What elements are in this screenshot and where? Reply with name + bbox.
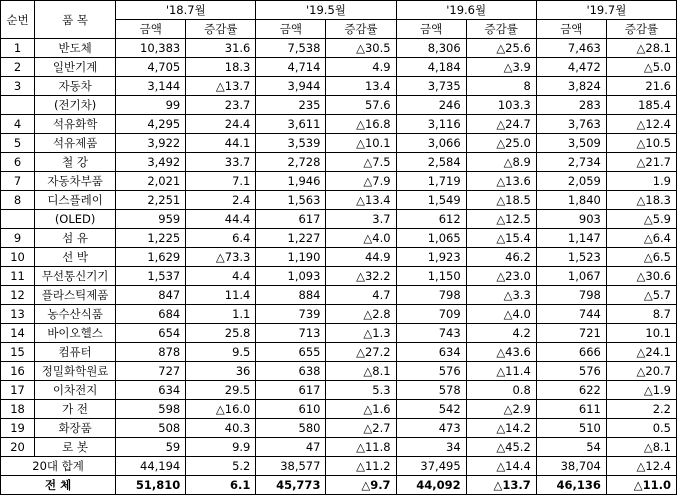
rate-cell: 40.3 (186, 419, 256, 438)
amount-cell: 99 (116, 96, 186, 115)
amount-cell: 1,093 (256, 267, 326, 286)
rate-cell: △21.7 (606, 153, 676, 172)
amount-cell: 1,067 (536, 267, 606, 286)
amount-cell: 878 (116, 343, 186, 362)
table-row (1, 267, 677, 286)
amount-cell: 2,251 (116, 191, 186, 210)
header-amount: 금액 (396, 20, 466, 39)
amount-cell: 798 (396, 286, 466, 305)
rate-cell: △16.0 (186, 400, 256, 419)
rate-cell: △4.0 (326, 229, 396, 248)
amount-cell: 3,144 (116, 77, 186, 96)
amount-cell: 743 (396, 324, 466, 343)
rate-cell: 11.4 (186, 286, 256, 305)
rate-cell: △7.9 (326, 172, 396, 191)
amount-cell: 283 (536, 96, 606, 115)
amount-cell: 3,509 (536, 134, 606, 153)
rate-cell: 5.3 (326, 381, 396, 400)
header-item: 품 목 (35, 1, 116, 39)
table-row (1, 77, 677, 96)
rate-cell: 10.1 (606, 324, 676, 343)
amount-cell: 713 (256, 324, 326, 343)
amount-cell: 721 (536, 324, 606, 343)
amount-cell: 1,946 (256, 172, 326, 191)
amount-cell: 1,147 (536, 229, 606, 248)
amount-cell: 45,773 (256, 476, 326, 495)
rate-cell: △2.7 (326, 419, 396, 438)
amount-cell: 3,922 (116, 134, 186, 153)
rate-cell: 4.2 (466, 324, 536, 343)
rate-cell: 0.8 (466, 381, 536, 400)
rate-cell: △25.0 (466, 134, 536, 153)
rate-cell: 36 (186, 362, 256, 381)
rate-cell: 9.5 (186, 343, 256, 362)
rate-cell: △6.5 (606, 248, 676, 267)
rate-cell: 24.4 (186, 115, 256, 134)
amount-cell: 8,306 (396, 39, 466, 58)
row-item: 디스플레이 (35, 191, 116, 210)
header-period: '18.7월 (116, 1, 256, 20)
amount-cell: 246 (396, 96, 466, 115)
rate-cell: △7.5 (326, 153, 396, 172)
total-row (1, 476, 677, 495)
rate-cell: △24.7 (466, 115, 536, 134)
rate-cell: △10.5 (606, 134, 676, 153)
row-item: 정밀화학원료 (35, 362, 116, 381)
rate-cell: △2.9 (466, 400, 536, 419)
amount-cell: 7,538 (256, 39, 326, 58)
rate-cell: 23.7 (186, 96, 256, 115)
header-amount: 금액 (256, 20, 326, 39)
row-number: 15 (1, 343, 35, 362)
table-row (1, 134, 677, 153)
amount-cell: 38,704 (536, 457, 606, 476)
row-item: 자동차부품 (35, 172, 116, 191)
rate-cell: △13.4 (326, 191, 396, 210)
amount-cell: 47 (256, 438, 326, 457)
rate-cell: △15.4 (466, 229, 536, 248)
amount-cell: 1,719 (396, 172, 466, 191)
rate-cell: △6.4 (606, 229, 676, 248)
rate-cell: △30.6 (606, 267, 676, 286)
amount-cell: 3,763 (536, 115, 606, 134)
rate-cell: △3.3 (466, 286, 536, 305)
rate-cell: △18.3 (606, 191, 676, 210)
amount-cell: 51,810 (116, 476, 186, 495)
amount-cell: 542 (396, 400, 466, 419)
amount-cell: 2,584 (396, 153, 466, 172)
rate-cell: △12.5 (466, 210, 536, 229)
rate-cell: 103.3 (466, 96, 536, 115)
rate-cell: △23.0 (466, 267, 536, 286)
row-number: 8 (1, 191, 35, 210)
amount-cell: 709 (396, 305, 466, 324)
amount-cell: 903 (536, 210, 606, 229)
rate-cell: △28.1 (606, 39, 676, 58)
table-row (1, 248, 677, 267)
amount-cell: 3,611 (256, 115, 326, 134)
row-number: 19 (1, 419, 35, 438)
amount-cell: 684 (116, 305, 186, 324)
row-number: 4 (1, 115, 35, 134)
rate-cell: 2.2 (606, 400, 676, 419)
amount-cell: 959 (116, 210, 186, 229)
amount-cell: 7,463 (536, 39, 606, 58)
amount-cell: 739 (256, 305, 326, 324)
table-row (1, 115, 677, 134)
row-number: 11 (1, 267, 35, 286)
rate-cell: 21.6 (606, 77, 676, 96)
amount-cell: 235 (256, 96, 326, 115)
amount-cell: 4,295 (116, 115, 186, 134)
rate-cell: △1.3 (326, 324, 396, 343)
amount-cell: 1,190 (256, 248, 326, 267)
amount-cell: 3,539 (256, 134, 326, 153)
amount-cell: 2,059 (536, 172, 606, 191)
amount-cell: 1,549 (396, 191, 466, 210)
sum-label: 20대 합계 (1, 457, 116, 476)
table-row (1, 324, 677, 343)
row-number: 5 (1, 134, 35, 153)
table-row (1, 362, 677, 381)
row-item: 철 강 (35, 153, 116, 172)
row-item: (전기차) (35, 96, 116, 115)
rate-cell: △24.1 (606, 343, 676, 362)
amount-cell: 612 (396, 210, 466, 229)
row-item: (OLED) (35, 210, 116, 229)
amount-cell: 46,136 (536, 476, 606, 495)
row-number: 9 (1, 229, 35, 248)
amount-cell: 1,923 (396, 248, 466, 267)
rate-cell: 7.1 (186, 172, 256, 191)
rate-cell: △5.9 (606, 210, 676, 229)
amount-cell: 54 (536, 438, 606, 457)
amount-cell: 2,734 (536, 153, 606, 172)
rate-cell: 4.4 (186, 267, 256, 286)
amount-cell: 576 (536, 362, 606, 381)
rate-cell: 18.3 (186, 58, 256, 77)
amount-cell: 510 (536, 419, 606, 438)
amount-cell: 37,495 (396, 457, 466, 476)
amount-cell: 3,066 (396, 134, 466, 153)
rate-cell: 3.7 (326, 210, 396, 229)
rate-cell: △8.1 (326, 362, 396, 381)
rate-cell: △20.7 (606, 362, 676, 381)
row-number: 10 (1, 248, 35, 267)
rate-cell: 57.6 (326, 96, 396, 115)
rate-cell: △13.7 (186, 77, 256, 96)
rate-cell: △18.5 (466, 191, 536, 210)
rate-cell: 4.9 (326, 58, 396, 77)
rate-cell: △14.4 (466, 457, 536, 476)
amount-cell: 4,705 (116, 58, 186, 77)
amount-cell: 622 (536, 381, 606, 400)
table-row (1, 191, 677, 210)
rate-cell: 2.4 (186, 191, 256, 210)
table-row (1, 400, 677, 419)
amount-cell: 617 (256, 210, 326, 229)
rate-cell: 46.2 (466, 248, 536, 267)
amount-cell: 2,728 (256, 153, 326, 172)
row-item: 자동차 (35, 77, 116, 96)
rate-cell: △45.2 (466, 438, 536, 457)
rate-cell: △11.4 (466, 362, 536, 381)
amount-cell: 1,629 (116, 248, 186, 267)
rate-cell: △10.1 (326, 134, 396, 153)
row-item: 농수산식품 (35, 305, 116, 324)
amount-cell: 44,194 (116, 457, 186, 476)
rate-cell: 8.7 (606, 305, 676, 324)
rate-cell: 8 (466, 77, 536, 96)
amount-cell: 598 (116, 400, 186, 419)
table-row (1, 343, 677, 362)
rate-cell: 6.4 (186, 229, 256, 248)
table-row (1, 305, 677, 324)
row-number: 13 (1, 305, 35, 324)
row-number: 17 (1, 381, 35, 400)
rate-cell: △25.6 (466, 39, 536, 58)
amount-cell: 4,184 (396, 58, 466, 77)
amount-cell: 798 (536, 286, 606, 305)
amount-cell: 4,714 (256, 58, 326, 77)
row-number (1, 210, 35, 229)
amount-cell: 3,735 (396, 77, 466, 96)
rate-cell: △5.7 (606, 286, 676, 305)
rate-cell: 0.5 (606, 419, 676, 438)
rate-cell: △32.2 (326, 267, 396, 286)
amount-cell: 34 (396, 438, 466, 457)
amount-cell: 611 (536, 400, 606, 419)
row-item: 플라스틱제품 (35, 286, 116, 305)
amount-cell: 1,227 (256, 229, 326, 248)
rate-cell: △11.0 (606, 476, 676, 495)
rate-cell: △12.4 (606, 115, 676, 134)
table-row (1, 58, 677, 77)
amount-cell: 578 (396, 381, 466, 400)
row-number: 20 (1, 438, 35, 457)
rate-cell: 9.9 (186, 438, 256, 457)
amount-cell: 1,150 (396, 267, 466, 286)
header-period: '19.7월 (536, 1, 676, 20)
amount-cell: 1,537 (116, 267, 186, 286)
amount-cell: 4,472 (536, 58, 606, 77)
row-item: 컴퓨터 (35, 343, 116, 362)
amount-cell: 1,563 (256, 191, 326, 210)
header-amount: 금액 (536, 20, 606, 39)
rate-cell: △3.9 (466, 58, 536, 77)
table-row (1, 229, 677, 248)
rate-cell: △1.6 (326, 400, 396, 419)
header-rate: 증감률 (186, 20, 256, 39)
table-row (1, 172, 677, 191)
rate-cell: △14.2 (466, 419, 536, 438)
table-row (1, 419, 677, 438)
row-item: 섬 유 (35, 229, 116, 248)
amount-cell: 576 (396, 362, 466, 381)
rate-cell: 1.1 (186, 305, 256, 324)
amount-cell: 634 (116, 381, 186, 400)
rate-cell: △1.9 (606, 381, 676, 400)
rate-cell: △27.2 (326, 343, 396, 362)
amount-cell: 1,840 (536, 191, 606, 210)
rate-cell: △11.8 (326, 438, 396, 457)
amount-cell: 847 (116, 286, 186, 305)
header-rate: 증감률 (466, 20, 536, 39)
amount-cell: 654 (116, 324, 186, 343)
amount-cell: 744 (536, 305, 606, 324)
amount-cell: 1,523 (536, 248, 606, 267)
amount-cell: 655 (256, 343, 326, 362)
sum-row (1, 457, 677, 476)
rate-cell: △73.3 (186, 248, 256, 267)
amount-cell: 3,492 (116, 153, 186, 172)
rate-cell: △8.9 (466, 153, 536, 172)
header-rate: 증감률 (326, 20, 396, 39)
row-item: 반도체 (35, 39, 116, 58)
header-period: '19.6월 (396, 1, 536, 20)
amount-cell: 38,577 (256, 457, 326, 476)
row-item: 석유제품 (35, 134, 116, 153)
row-item: 석유화학 (35, 115, 116, 134)
rate-cell: △13.7 (466, 476, 536, 495)
amount-cell: 666 (536, 343, 606, 362)
table-row (1, 381, 677, 400)
rate-cell: △16.8 (326, 115, 396, 134)
rate-cell: △8.1 (606, 438, 676, 457)
row-item: 무선통신기기 (35, 267, 116, 286)
rate-cell: 6.1 (186, 476, 256, 495)
header-period: '19.5월 (256, 1, 396, 20)
row-number: 12 (1, 286, 35, 305)
table-row (1, 286, 677, 305)
table-row (1, 153, 677, 172)
rate-cell: △30.5 (326, 39, 396, 58)
amount-cell: 473 (396, 419, 466, 438)
amount-cell: 2,021 (116, 172, 186, 191)
row-item: 가 전 (35, 400, 116, 419)
amount-cell: 580 (256, 419, 326, 438)
amount-cell: 634 (396, 343, 466, 362)
rate-cell: 4.7 (326, 286, 396, 305)
header-no: 순번 (1, 1, 35, 39)
row-item: 선 박 (35, 248, 116, 267)
rate-cell: △12.4 (606, 457, 676, 476)
row-number: 14 (1, 324, 35, 343)
row-number: 7 (1, 172, 35, 191)
rate-cell: 44.1 (186, 134, 256, 153)
table-row (1, 96, 677, 115)
row-number: 18 (1, 400, 35, 419)
rate-cell: 33.7 (186, 153, 256, 172)
rate-cell: 5.2 (186, 457, 256, 476)
row-item: 이차전지 (35, 381, 116, 400)
rate-cell: △4.0 (466, 305, 536, 324)
row-item: 로 봇 (35, 438, 116, 457)
header-amount: 금액 (116, 20, 186, 39)
rate-cell: 44.4 (186, 210, 256, 229)
table-row (1, 39, 677, 58)
row-number: 3 (1, 77, 35, 96)
amount-cell: 3,824 (536, 77, 606, 96)
amount-cell: 638 (256, 362, 326, 381)
rate-cell: 13.4 (326, 77, 396, 96)
row-item: 화장품 (35, 419, 116, 438)
amount-cell: 10,383 (116, 39, 186, 58)
amount-cell: 1,065 (396, 229, 466, 248)
amount-cell: 44,092 (396, 476, 466, 495)
row-number: 1 (1, 39, 35, 58)
row-number: 2 (1, 58, 35, 77)
table-row (1, 210, 677, 229)
amount-cell: 884 (256, 286, 326, 305)
rate-cell: △43.6 (466, 343, 536, 362)
amount-cell: 3,116 (396, 115, 466, 134)
amount-cell: 727 (116, 362, 186, 381)
amount-cell: 1,225 (116, 229, 186, 248)
rate-cell: △11.2 (326, 457, 396, 476)
row-item: 바이오헬스 (35, 324, 116, 343)
amount-cell: 617 (256, 381, 326, 400)
amount-cell: 3,944 (256, 77, 326, 96)
rate-cell: △5.0 (606, 58, 676, 77)
rate-cell: △13.6 (466, 172, 536, 191)
row-item: 일반기계 (35, 58, 116, 77)
header-rate: 증감률 (606, 20, 676, 39)
amount-cell: 610 (256, 400, 326, 419)
rate-cell: 31.6 (186, 39, 256, 58)
rate-cell: 29.5 (186, 381, 256, 400)
rate-cell: 1.9 (606, 172, 676, 191)
rate-cell: 25.8 (186, 324, 256, 343)
rate-cell: 44.9 (326, 248, 396, 267)
amount-cell: 508 (116, 419, 186, 438)
row-number: 16 (1, 362, 35, 381)
row-number: 6 (1, 153, 35, 172)
total-label: 전 체 (1, 476, 116, 495)
amount-cell: 59 (116, 438, 186, 457)
table-row (1, 438, 677, 457)
rate-cell: △9.7 (326, 476, 396, 495)
row-number (1, 96, 35, 115)
rate-cell: 185.4 (606, 96, 676, 115)
rate-cell: △2.8 (326, 305, 396, 324)
